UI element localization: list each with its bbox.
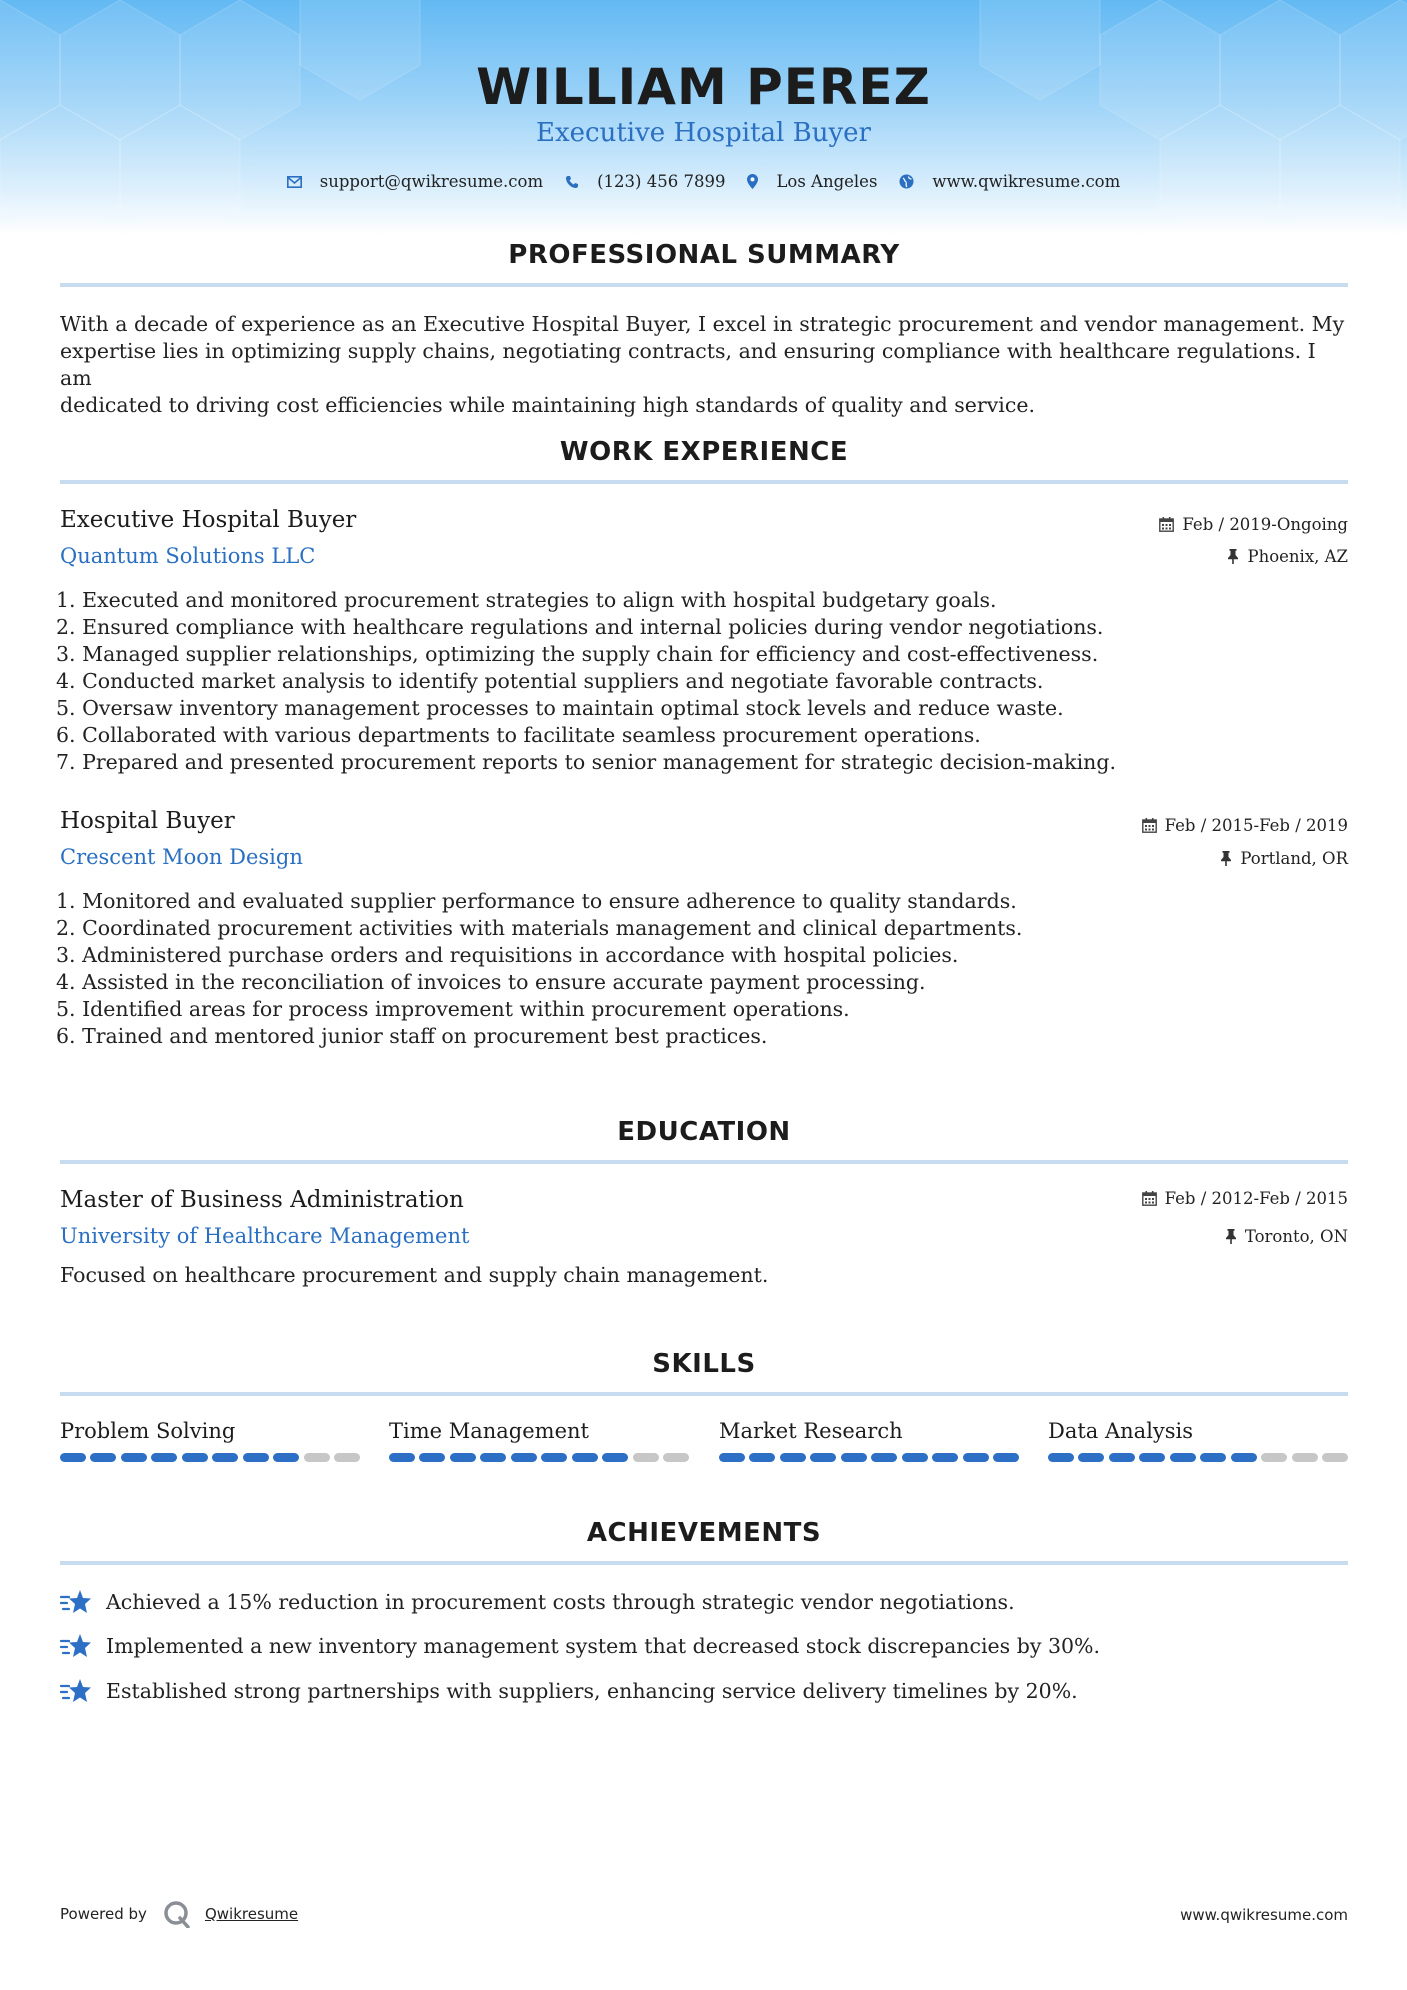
- contact-bar: [0, 172, 1407, 191]
- job-location: [1227, 547, 1348, 566]
- school-name: University of Healthcare Management: [60, 1224, 470, 1248]
- skill-segment-filled: [511, 1453, 537, 1462]
- footer-powered-by: [60, 1900, 298, 1928]
- skills-heading: SKILLS: [652, 1349, 756, 1379]
- skill-rating-bar: [719, 1453, 1019, 1462]
- achievement-item: [60, 1678, 1078, 1704]
- education-location-text: Toronto, ON: [1244, 1227, 1348, 1246]
- achievement-text: Established strong partnerships with suppliers, enhancing service delivery timelines by 20%.: [106, 1679, 1078, 1703]
- achievement-text: Achieved a 15% reduction in procurement costs through strategic vendor negotiations.: [106, 1590, 1015, 1614]
- skill-market-research: [719, 1419, 1019, 1462]
- calendar-icon: [1142, 1191, 1157, 1206]
- skill-rating-bar: [1048, 1453, 1348, 1462]
- contact-email[interactable]: [287, 172, 543, 191]
- pushpin-icon: [1227, 549, 1239, 564]
- education-location: [1225, 1227, 1348, 1246]
- star-award-icon: [60, 1678, 92, 1704]
- experience-divider: [60, 480, 1348, 484]
- qwikresume-logo-icon: [163, 1900, 191, 1928]
- summary-line: expertise lies in optimizing supply chains, negotiating contracts, and ensuring compliance with healthcare regulations. I am: [60, 339, 1316, 390]
- skill-segment-empty: [1292, 1453, 1318, 1462]
- achievements-heading: ACHIEVEMENTS: [586, 1518, 822, 1548]
- email-text: support@qwikresume.com: [319, 172, 544, 191]
- job-title: Hospital Buyer: [60, 808, 235, 834]
- list-item: 1. Executed and monitored procurement strategies to align with hospital budgetary goals.: [56, 588, 997, 612]
- education-divider: [60, 1160, 1348, 1164]
- skill-time-management: [389, 1419, 689, 1462]
- skill-segment-filled: [1109, 1453, 1135, 1462]
- achievement-item: [60, 1633, 1100, 1659]
- degree-title: Master of Business Administration: [60, 1187, 464, 1213]
- skill-segment-empty: [1322, 1453, 1348, 1462]
- skill-segment-filled: [60, 1453, 86, 1462]
- achievements-divider: [60, 1561, 1348, 1565]
- experience-heading: WORK EXPERIENCE: [559, 437, 849, 467]
- skill-name: Problem Solving: [60, 1419, 236, 1443]
- job-location: [1220, 849, 1348, 868]
- list-item: 6. Trained and mentored junior staff on procurement best practices.: [56, 1024, 768, 1048]
- job-dates-text: Feb / 2015-Feb / 2019: [1164, 816, 1348, 835]
- skill-segment-filled: [541, 1453, 567, 1462]
- skill-segment-filled: [841, 1453, 867, 1462]
- candidate-title: Executive Hospital Buyer: [536, 118, 871, 148]
- skill-segment-filled: [572, 1453, 598, 1462]
- skill-segment-filled: [993, 1453, 1019, 1462]
- job-dates: [1142, 816, 1348, 835]
- company-name: Quantum Solutions LLC: [60, 544, 316, 568]
- skill-segment-filled: [932, 1453, 958, 1462]
- skill-name: Time Management: [389, 1419, 589, 1443]
- education-dates: [1142, 1189, 1348, 1208]
- job-location-text: Phoenix, AZ: [1247, 547, 1348, 566]
- skill-segment-filled: [963, 1453, 989, 1462]
- map-pin-icon: [747, 174, 758, 189]
- skill-segment-empty: [663, 1453, 689, 1462]
- skill-segment-filled: [90, 1453, 116, 1462]
- skill-rating-bar: [60, 1453, 360, 1462]
- job-responsibilities: [56, 587, 1346, 776]
- skill-segment-filled: [1078, 1453, 1104, 1462]
- achievement-text: Implemented a new inventory management system that decreased stock discrepancies by 30%.: [106, 1634, 1101, 1658]
- job-responsibilities: [56, 888, 1346, 1050]
- skill-segment-filled: [1200, 1453, 1226, 1462]
- skill-segment-filled: [719, 1453, 745, 1462]
- contact-phone[interactable]: [565, 172, 725, 191]
- star-award-icon: [60, 1633, 92, 1659]
- skills-divider: [60, 1392, 1348, 1396]
- contact-website[interactable]: [899, 172, 1120, 191]
- envelope-icon: [287, 176, 302, 188]
- globe-icon: [899, 174, 914, 189]
- list-item: 4. Conducted market analysis to identify potential suppliers and negotiate favorable contracts.: [56, 669, 1044, 693]
- skill-problem-solving: [60, 1419, 360, 1462]
- skill-segment-filled: [780, 1453, 806, 1462]
- skill-name: Data Analysis: [1048, 1419, 1194, 1443]
- skill-segment-filled: [1139, 1453, 1165, 1462]
- phone-text: (123) 456 7899: [597, 172, 726, 191]
- powered-by-label: Powered by: [60, 1905, 147, 1923]
- location-text: Los Angeles: [776, 172, 878, 191]
- skill-data-analysis: [1048, 1419, 1348, 1462]
- skill-segment-empty: [1261, 1453, 1287, 1462]
- job-location-text: Portland, OR: [1240, 849, 1348, 868]
- skill-name: Market Research: [719, 1419, 903, 1443]
- list-item: 2. Ensured compliance with healthcare regulations and internal policies during vendor negotiations.: [56, 615, 1104, 639]
- list-item: 5. Identified areas for process improvement within procurement operations.: [56, 997, 850, 1021]
- education-heading: EDUCATION: [617, 1117, 791, 1147]
- skill-segment-filled: [871, 1453, 897, 1462]
- skill-segment-filled: [273, 1453, 299, 1462]
- education-description: Focused on healthcare procurement and supply chain management.: [60, 1263, 769, 1287]
- skill-segment-filled: [212, 1453, 238, 1462]
- skill-segment-filled: [902, 1453, 928, 1462]
- summary-line: dedicated to driving cost efficiencies while maintaining high standards of quality and service.: [60, 393, 1035, 417]
- pushpin-icon: [1225, 1229, 1237, 1244]
- job-title: Executive Hospital Buyer: [60, 507, 357, 533]
- skill-segment-filled: [810, 1453, 836, 1462]
- summary-divider: [60, 283, 1348, 287]
- skill-segment-filled: [749, 1453, 775, 1462]
- skill-segment-filled: [121, 1453, 147, 1462]
- skill-segment-filled: [389, 1453, 415, 1462]
- skill-segment-filled: [1048, 1453, 1074, 1462]
- brand-link[interactable]: Qwikresume: [204, 1905, 299, 1923]
- skill-segment-filled: [602, 1453, 628, 1462]
- list-item: 1. Monitored and evaluated supplier performance to ensure adherence to quality standards.: [56, 889, 1017, 913]
- skill-segment-filled: [1170, 1453, 1196, 1462]
- skill-segment-filled: [243, 1453, 269, 1462]
- skill-segment-empty: [334, 1453, 360, 1462]
- skill-segment-filled: [450, 1453, 476, 1462]
- list-item: 3. Administered purchase orders and requisitions in accordance with hospital policies.: [56, 943, 959, 967]
- list-item: 3. Managed supplier relationships, optimizing the supply chain for efficiency and cost-effectiveness.: [56, 642, 1099, 666]
- summary-heading: PROFESSIONAL SUMMARY: [508, 240, 900, 270]
- company-name: Crescent Moon Design: [60, 845, 303, 869]
- list-item: 7. Prepared and presented procurement reports to senior management for strategic decision-making.: [56, 750, 1117, 774]
- summary-text: [60, 311, 1350, 419]
- pushpin-icon: [1220, 851, 1232, 866]
- list-item: 4. Assisted in the reconciliation of invoices to ensure accurate payment processing.: [56, 970, 926, 994]
- list-item: 6. Collaborated with various departments to facilitate seamless procurement operations.: [56, 723, 981, 747]
- calendar-icon: [1142, 818, 1157, 833]
- contact-location: [747, 172, 877, 191]
- website-text: www.qwikresume.com: [932, 172, 1121, 191]
- phone-icon: [565, 175, 579, 189]
- skill-segment-empty: [304, 1453, 330, 1462]
- summary-line: With a decade of experience as an Executive Hospital Buyer, I excel in strategic procurement and vendor management. My: [60, 312, 1345, 336]
- skill-segment-empty: [633, 1453, 659, 1462]
- footer-website[interactable]: www.qwikresume.com: [1180, 1906, 1348, 1924]
- skill-segment-filled: [1231, 1453, 1257, 1462]
- calendar-icon: [1159, 517, 1174, 532]
- education-dates-text: Feb / 2012-Feb / 2015: [1164, 1189, 1348, 1208]
- skill-segment-filled: [182, 1453, 208, 1462]
- skill-segment-filled: [419, 1453, 445, 1462]
- job-dates-text: Feb / 2019-Ongoing: [1182, 515, 1348, 534]
- skill-segment-filled: [151, 1453, 177, 1462]
- skill-segment-filled: [480, 1453, 506, 1462]
- list-item: 2. Coordinated procurement activities with materials management and clinical departments.: [56, 916, 1023, 940]
- candidate-name: WILLIAM PEREZ: [476, 58, 931, 116]
- star-award-icon: [60, 1589, 92, 1615]
- achievement-item: [60, 1589, 1015, 1615]
- skill-rating-bar: [389, 1453, 689, 1462]
- list-item: 5. Oversaw inventory management processes to maintain optimal stock levels and reduce waste.: [56, 696, 1064, 720]
- job-dates: [1159, 515, 1348, 534]
